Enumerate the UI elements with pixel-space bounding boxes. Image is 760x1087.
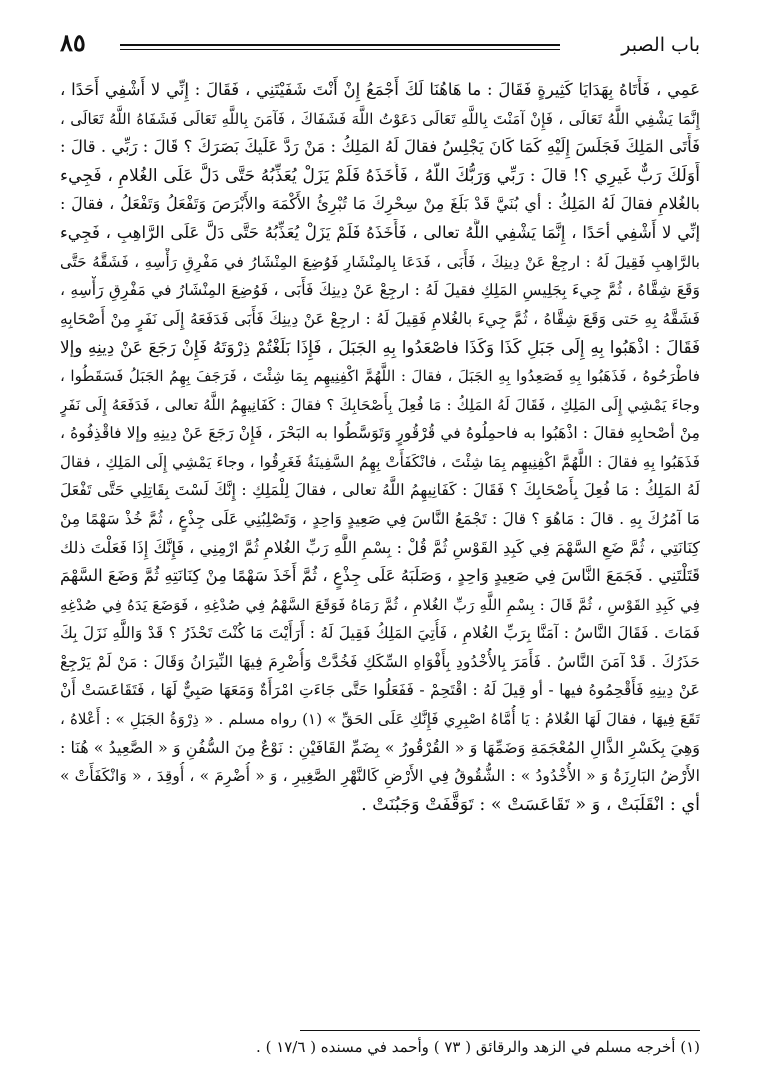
text-line: فَأَتَى المَلِكَ فَجَلَسَ إِلَيْهِ كَمَا كَانَ يَجْلِسُ فقالَ لَهُ المَلِكُ : مَنْ رَدَّ عَلَيكَ بَصَرَكَ ؟ قَالَ : رَبِّي . قالَ : (60, 137, 700, 157)
text-line: وجاءَ يَمْشِي إِلَى المَلِكِ ، فَقَالَ لَهُ المَلِكُ : مَا فُعِلَ بِأَصْحَابِكَ ؟ فقالَ : كَفَانِيهِمُ اللَّهُ تعالى ، فَدَفَعَهُ إِلَى نَفَرٍ (60, 395, 700, 414)
main-text (60, 76, 700, 836)
text-line: قَتَلْتَنِي . فَجَمَعَ النَّاسَ فِي صَعِيدٍ وَاحِدٍ ، وَصَلَبَهُ عَلَى جِذْعٍ ، ثُمَّ أَخَذَ سَهْمًا مِنْ كِنَانَتِهِ ثُمَّ وَضَعَ السَّهْمَ (60, 566, 700, 586)
text-line: مَا آمُرُكَ بِهِ . قالَ : مَاهُوَ ؟ قالَ : تَجْمَعُ النَّاسَ فِي صَعِيدٍ وَاحِدٍ ، وَتَصْلِبُنِي عَلَى جِذْعٍ ، ثُمَّ خُذْ سَهْمًا مِنْ (60, 509, 700, 528)
chapter-title: باب الصبر (621, 34, 700, 56)
text-line: لَهُ المَلِكُ : مَا فُعِلَ بِأَصْحَابِكَ ؟ فَقَالَ : كَفَانِيهِمُ اللَّهُ تعالى ، فقالَ لِلْمَلِكِ : إِنَّكَ لَسْتَ بِقَاتِلِي حَتَّى تَفْعَلَ (60, 481, 700, 500)
text-line: فَذَهَبُوا بِهِ فقالَ : اللَّهُمَّ اكْفِنِيهِم بِمَا شِئْتَ ، فانْكَفَأَتْ بِهِمُ السَّفِينَةُ فَغَرِقُوا ، وجاءَ يَمْشِي إِلَى المَلِكِ ، فقالَ (60, 452, 700, 471)
header-rule (120, 44, 560, 46)
header-rule-thin (120, 49, 560, 50)
text-line: فَشَقَّهُ بِهِ حَتى وَقَعَ شِقَّاهُ ، ثُمَّ جِيءَ بالغُلامِ فَقِيلَ لَهُ : ارجِعْ عَنْ دِينِكَ فَأَبَى فَدَفَعَهُ إِلَى نَفَرٍ مِنْ أَصْحَابِهِ (60, 309, 700, 328)
text-line: بالغُلامِ فقالَ لَهُ المَلِكُ : أي بُنَيَّ قَدْ بَلَغَ مِنْ سِحْرِكَ مَا تُبْرِئُ الأَكْمَهَ والأَبْرَصَ وَتَفْعَلُ وَتَفْعَلُ ، فقالَ : (60, 194, 700, 214)
text-line: فَمَاتَ . فَقَالَ النَّاسُ : آمَنَّا بِرَبِّ الغُلامِ ، فَأُتِيَ المَلِكُ فَقِيلَ لَهُ : أَرَأَيْتَ مَا كُنْتَ تَحْذَرُ ؟ قَدْ وَاللَّهِ نَزَلَ بِكَ (60, 624, 700, 643)
text-line: عَنْ دِينِهِ فَأَقْحِمُوهُ فيها - أو قِيلَ لَهُ : اقْتَحِمْ - فَفَعَلُوا حَتَّى جَاءَتِ امْرَأَةٌ وَمَعَهَا صَبِيٌّ لَهَا ، فَتَقَاعَسَتْ أَنْ (60, 681, 700, 700)
page-header (60, 28, 700, 62)
text-line: الأَرْضُ البَارِزَةُ وَ « الأُخْدُودُ » : الشُّقُوقُ فِي الأَرْضِ كَالنَّهْرِ الصَّغِيرِ ، وَ « أُضْرِمَ » ، أُوقِدَ ، « وَانْكَفَأَتْ » (60, 767, 700, 786)
text-line: كِنَانَتِي ، ثُمَّ ضَعِ السَّهْمَ فِي كَبِدِ القَوْسِ ثُمَّ قُلْ : بِسْمِ اللَّهِ رَبِّ الغُلامِ ثُمَّ ارْمِنِي ، فَإِنَّكَ إِذَا فَعَلْتَ ذلك (60, 537, 700, 557)
text-line: بالرَّاهِبِ فَقِيلَ لَهُ : ارجِعْ عَنْ دِينِكَ ، فَأَبَى ، فَدَعَا بِالمِنْشَارِ فَوُضِعَ المِنْشَارُ في مَفْرِقِ رَأْسِهِ ، فَشَقَّهُ حَتَّى (60, 252, 700, 271)
text-line: حَذَرُكَ . قَدْ آمَنَ النَّاسُ . فَأَمَرَ بِالأُخْدُودِ بِأَفْوَاهِ السِّكَكِ فَخُدَّتْ وَأُضْرِمَ فِيهَا النِّيرَانُ وَقَالَ : مَنْ لَمْ يَرْجِعْ (60, 652, 700, 671)
footnote: (١) أخرجه مسلم في الزهد والرقائق ( ٧٣ ) وأحمد في مسنده ( ١٧/٦ ) . (256, 1038, 700, 1056)
text-line: فاطْرَحُوهُ ، فَذَهَبُوا بِهِ فَصَعِدُوا بِهِ الجَبَلَ ، فقالَ : اللَّهُمَّ اكْفِنِيهِم بِمَا شِئْتَ ، فَرَجَفَ بِهِمُ الجَبَلُ فَسَقَطُوا ، (60, 366, 700, 385)
footnote-rule (300, 1030, 700, 1031)
text-line: تَقَعَ فِيهَا ، فقالَ لَهَا الغُلامُ : يَا أُمَّاهُ اصْبِرِي فَإِنَّكِ عَلَى الحَقِّ » (١) رواه مسلم . « ذِرْوَةُ الجَبَلِ » : أَعْلاهُ ، (60, 710, 700, 729)
text-line: أَوَلَكَ رَبٌّ غَيرِي ؟! قالَ : رَبِّي وَرَبُّكَ اللَّهُ ، فَأَخَذَهُ فَلَمْ يَزَلْ يُعَذِّبُهُ حَتَّى دَلَّ عَلَى الغُلامِ ، فَجِيء (60, 165, 700, 186)
text-line: إِنَّمَا يَشْفِي اللَّهُ تَعَالَى ، فَإِنْ آمَنْتَ بِاللَّهِ تَعَالَى دَعَوْتُ اللَّهَ فَشَفَاكَ ، فَآمَنَ بِاللَّهِ تَعَالَى فَشَفَاهُ اللَّهُ تَعَالَى ، (60, 109, 700, 128)
text-line: مِنْ أصْحابِهِ فقالَ : اذْهَبُوا به فاحمِلُوهُ في قُرْقُورٍ وَتَوَسَّطُوا به البَحْرَ ، فَإِنْ رَجَعَ عَنْ دِينِهِ وإلا فاقْذِفُوهُ ، (60, 424, 700, 443)
text-line: وَهِيَ بِكَسْرِ الذَّالِ المُعْجَمَةِ وَضَمِّهَا وَ « القُرْقُورُ » بِضَمِّ القَافَيْنِ : نَوْعٌ مِنَ السُّفُنِ وَ « الصَّعِيدُ » هُنَا : (60, 737, 700, 757)
text-line: فِي كَبِدِ القَوْسِ ، ثُمَّ قَالَ : بِسْمِ اللَّهِ رَبِّ الغُلامِ ، ثُمَّ رَمَاهُ فَوَقَعَ السَّهْمُ فِي صُدْغِهِ ، فَوَضَعَ يَدَهُ فِي صُدْغِهِ (60, 595, 700, 614)
text-line-last: أي : انْقَلَبَتْ ، وَ « تَقَاعَسَتْ » : تَوَقَّفَتْ وَجَبُنَتْ . (361, 794, 700, 815)
text-line: وَقَعَ شِقَّاهُ ، ثُمَّ جِيءَ بِجَلِيسِ المَلِكِ فقيلَ لَهُ : ارجِعْ عَنْ دِينِكَ فَأَبَى ، فَوُضِعَ المِنْشَارُ في مَفْرِقِ رَأْسِهِ ، (60, 281, 700, 300)
text-line: عَمِي ، فَأَتَاهُ بِهَدَايَا كَثِيرةٍ فَقَالَ : ما هَاهُنَا لَكَ أَجْمَعُ إِنْ أَنْتَ شَفَيْتَنِي ، فَقَالَ : إِنِّي لا أَشْفِي أَحَدًا ، (60, 80, 700, 99)
text-line: فَقَالَ : اذْهَبُوا بِهِ إِلَى جَبَلِ كَذَا وَكَذَا فاصْعَدُوا بِهِ الجَبَلَ ، فَإِذَا بَلَغْتُمْ ذِرْوَتَهُ فَإِنْ رَجَعَ عَنْ دِينِهِ وإلا (60, 337, 700, 358)
text-line: إنِّي لا أَشْفِي أحَدًا ، إِنَّمَا يَشْفِي اللَّهُ تعالى ، فَأَخَذَهُ فَلَمْ يَزَلْ يُعَذِّبُهُ حَتَّى دَلَّ عَلَى الرَّاهِبِ ، فَجِيء (60, 222, 700, 242)
page-number: ٨٥ (60, 28, 86, 57)
